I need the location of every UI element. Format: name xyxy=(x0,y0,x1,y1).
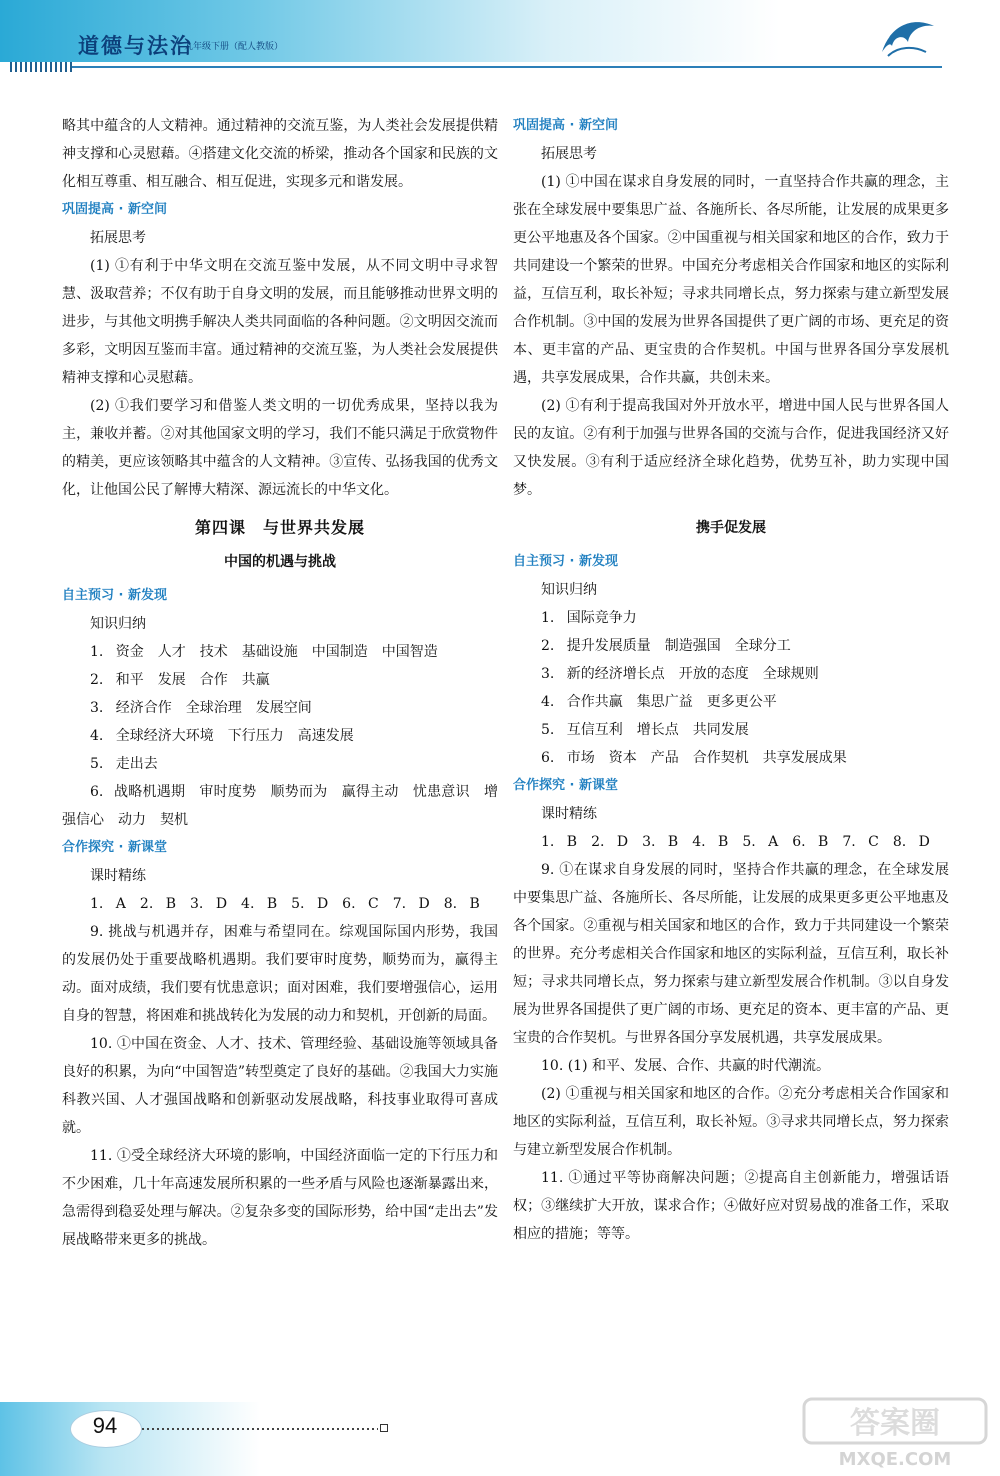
page-number: 94 xyxy=(92,1413,118,1438)
list-item: 1. 资金 人才 技术 基础设施 中国制造 中国智造 xyxy=(90,644,438,660)
section-label-preview: 自主预习 · 新发现 xyxy=(62,588,167,603)
subsection-label: 知识归纳 xyxy=(541,582,597,598)
answer-key: 1. B 2. D 3. B 4. B 5. A 6. B 7. C 8. D xyxy=(541,834,930,850)
subsection-label: 拓展思考 xyxy=(541,146,597,162)
answer-paragraph: (2) ①重视与相关国家和地区的合作。②充分考虑相关合作国家和地区的实际利益，互信互利，取长补短。③寻求共同增长点，努力探索与建立新型发展合作机制。 xyxy=(513,1086,949,1158)
section-label-preview: 自主预习 · 新发现 xyxy=(513,554,618,569)
list-item: 2. 提升发展质量 制造强国 全球分工 xyxy=(541,638,791,654)
header-stripe xyxy=(10,62,72,72)
right-column xyxy=(513,112,949,1248)
answer-paragraph: 9. ①在谋求自身发展的同时，坚持合作共赢的理念，在全球发展中要集思广益、各施所长、各尽所能，让发展的成果更多更公平地惠及各个国家。②重视与相关国家和地区的合作，致力于共同建设一个繁荣的世界。充分考虑相关合作国家和地区的实际利益，互信互利，取长补短；寻求共同增长点，努力探索与建立新型发展合作机制。③以自身发展为世界各国提供了更广阔的市场、更充足的资本、更丰富的产品、更宝贵的合作契机。与世界各国分享发展机遇，共享发展成果。 xyxy=(513,862,949,1046)
svg-text:答案圈: 答案圈 xyxy=(850,1406,940,1441)
answer-paragraph: (2) ①有利于提高我国对外开放水平，增进中国人民与世界各国人民的友谊。②有利于加强与世界各国的交流与合作，促进我国经济又好又快发展。③有利于适应经济全球化趋势，优势互补，助力实现中国梦。 xyxy=(513,398,949,498)
lesson-title: 第四课 与世界共发展 xyxy=(194,518,365,537)
answer-paragraph: 9. 挑战与机遇并存，困难与希望同在。综观国际国内形势，我国的发展仍处于重要战略机遇期。我们要审时度势，顺势而为，赢得主动。面对成绩，我们要有忧患意识；面对困难，我们要增强信心，运用自身的智慧，将困难和挑战转化为发展的动力和契机，开创新的局面。 xyxy=(62,924,498,1024)
list-item: 5. 走出去 xyxy=(90,756,158,772)
list-item: 4. 合作共赢 集思广益 更多更公平 xyxy=(541,694,777,710)
footer-dotted-rule xyxy=(142,1428,378,1430)
answer-paragraph: (1) ①有利于中华文明在交流互鉴中发展，从不同文明中寻求智慧、汲取营养；不仅有助于自身文明的发展，而且能够推动世界文明的进步，与其他文明携手解决人类共同面临的各种问题。②文明因交流而多彩，文明因互鉴而丰富。通过精神的交流互鉴，为人类社会发展提供精神支撑和心灵慰藉。 xyxy=(62,258,498,386)
left-column xyxy=(62,112,498,1254)
section-label-explore: 合作探究 · 新课堂 xyxy=(62,840,167,855)
section-label-explore: 合作探究 · 新课堂 xyxy=(513,778,618,793)
topic-title: 携手促发展 xyxy=(696,520,766,536)
list-item: 5. 互信互利 增长点 共同发展 xyxy=(541,722,749,738)
topic-title: 中国的机遇与挑战 xyxy=(224,554,336,570)
section-label-consolidate: 巩固提高 · 新空间 xyxy=(513,118,618,133)
list-item: 4. 全球经济大环境 下行压力 高速发展 xyxy=(90,728,354,744)
answer-paragraph: 10. ①中国在资金、人才、技术、管理经验、基础设施等领域具备良好的积累，为向“中国智造”转型奠定了良好的基础。②我国大力实施科教兴国、人才强国战略和创新驱动发展战略，科技事业取得可喜成就。 xyxy=(62,1036,498,1136)
watermark-logo xyxy=(800,1395,990,1470)
answer-paragraph: 10. (1) 和平、发展、合作、共赢的时代潮流。 xyxy=(541,1058,830,1074)
subsection-label: 知识归纳 xyxy=(90,616,146,632)
footer-end-mark xyxy=(380,1424,388,1432)
svg-text:MXQE.COM: MXQE.COM xyxy=(838,1449,952,1470)
wave-icon xyxy=(878,12,938,64)
answer-paragraph: 11. ①受全球经济大环境的影响，中国经济面临一定的下行压力和不少困难，几十年高速发展所积累的一些矛盾与风险也逐渐暴露出来，急需得到稳妥处理与解决。②复杂多变的国际形势，给中国“走出去”发展战略带来更多的挑战。 xyxy=(62,1148,498,1248)
header-rule xyxy=(72,66,942,68)
list-item: 6. 市场 资本 产品 合作契机 共享发展成果 xyxy=(541,750,847,766)
list-item: 3. 新的经济增长点 开放的态度 全球规则 xyxy=(541,666,819,682)
answer-paragraph: (2) ①我们要学习和借鉴人类文明的一切优秀成果，坚持以我为主，兼收并蓄。②对其他国家文明的学习，我们不能只满足于欣赏物件的精美，更应该领略其中蕴含的人文精神。③宣传、弘扬我国的优秀文化，让他国公民了解博大精深、源远流长的中华文化。 xyxy=(62,398,498,498)
list-item: 2. 和平 发展 合作 共赢 xyxy=(90,672,270,688)
subsection-label: 课时精练 xyxy=(90,868,146,884)
book-subtitle: 九年级下册（配人教版） xyxy=(184,42,284,52)
answer-key: 1. A 2. B 3. D 4. B 5. D 6. C 7. D 8. B xyxy=(90,896,480,912)
subsection-label: 拓展思考 xyxy=(90,230,146,246)
book-title: 道德与法治 xyxy=(78,34,193,58)
section-label-consolidate: 巩固提高 · 新空间 xyxy=(62,202,167,217)
answer-paragraph: 11. ①通过平等协商解决问题；②提高自主创新能力，增强话语权；③继续扩大开放，谋求合作；④做好应对贸易战的准备工作，采取相应的措施；等等。 xyxy=(513,1170,949,1242)
subsection-label: 课时精练 xyxy=(541,806,597,822)
list-item: 3. 经济合作 全球治理 发展空间 xyxy=(90,700,312,716)
list-item: 1. 国际竞争力 xyxy=(541,610,637,626)
list-item: 6. 战略机遇期 审时度势 顺势而为 赢得主动 忧患意识 增强信心 动力 契机 xyxy=(62,784,498,828)
answer-paragraph: (1) ①中国在谋求自身发展的同时，一直坚持合作共赢的理念，主张在全球发展中要集思广益、各施所长、各尽所能，让发展的成果更多更公平地惠及各个国家。②中国重视与相关国家和地区的合作，致力于共同建设一个繁荣的世界。中国充分考虑相关合作国家和地区的实际利益，互信互利，取长补短；寻求共同增长点，努力探索与建立新型发展合作机制。③中国的发展为世界各国提供了更广阔的市场、更充足的资本、更丰富的产品、更宝贵的合作契机。中国与世界各国分享发展机遇，共享发展成果，合作共赢，共创未来。 xyxy=(513,174,949,386)
continued-paragraph: 略其中蕴含的人文精神。通过精神的交流互鉴，为人类社会发展提供精神支撑和心灵慰藉。④搭建文化交流的桥梁，推动各个国家和民族的文化相互尊重、相互融合、相互促进，实现多元和谐发展。 xyxy=(62,118,498,190)
